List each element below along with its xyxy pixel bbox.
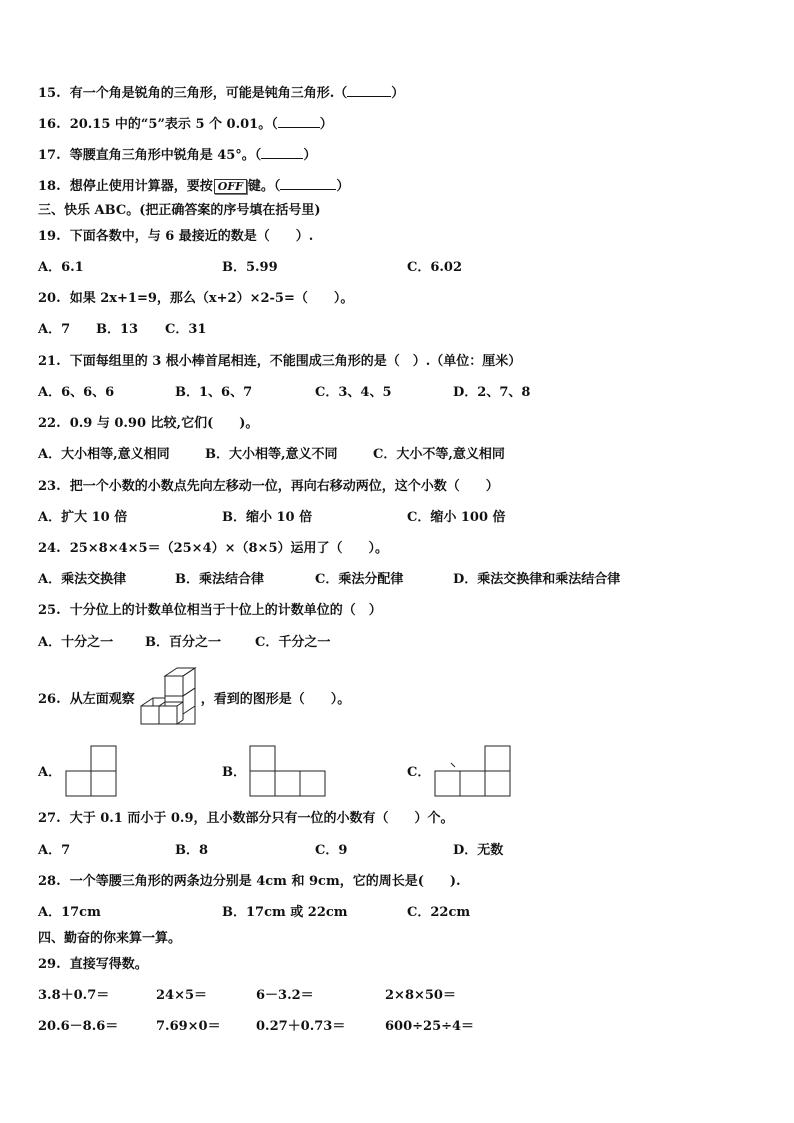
option-a[interactable]: A．大小相等,意义相同 [38,447,170,462]
option-c[interactable]: C．31 [165,322,207,337]
calc-item[interactable]: 2×8×50＝ [385,988,456,1003]
option-d[interactable]: D．2、7、8 [453,385,531,400]
cube-stack-figure [137,666,207,730]
option-a[interactable]: A．6.1 [38,260,84,275]
option-c[interactable]: C． [407,765,431,780]
option-c[interactable]: C．9 [315,843,348,858]
option-c-figure [433,745,513,799]
question-18: 18. 想停止使用计算器，要按 OFF 键。（ ） [38,179,350,194]
calc-item[interactable]: 24×5＝ [156,988,208,1003]
question-number: 18. [38,179,61,194]
question-19 [38,229,313,245]
option-a[interactable]: A．6、6、6 [38,385,115,400]
question-text: 等腰直角三角形中锐角是 45°。（ [69,148,262,163]
question-17: 17. 等腰直角三角形中锐角是 45°。（ ） [38,148,317,163]
option-a[interactable]: A．7 [38,322,71,337]
answer-blank[interactable] [280,177,336,190]
question-text: 下面各数中，与 6 最接近的数是（ ）. [69,229,314,244]
question-number: 20. [38,291,61,306]
calc-item[interactable]: 0.27＋0.73＝ [256,1019,346,1034]
answer-blank[interactable] [261,146,303,159]
question-20 [38,291,353,307]
question-23 [38,479,499,495]
question-text: 十分位上的计数单位相当于十位上的计数单位的（ ） [69,603,382,618]
question-text: 20.15 中的“5”表示 5 个 0.01。（ [69,117,278,132]
question-number: 19. [38,229,61,244]
question-text: 把一个小数的小数点先向左移动一位，再向右移动两位，这个小数（ ） [69,479,499,494]
section-heading-4: 四、勤奋的你来算一算。 [38,931,182,946]
question-26: 26. 从左面观察 ，看到的图形是（ ）。 [38,692,351,707]
question-27 [38,811,454,827]
question-number: 22. [38,416,61,431]
question-text: 0.9 与 0.90 比较,它们( )。 [69,416,259,431]
question-text: 直接写得数。 [69,957,148,972]
option-a[interactable]: A．乘法交换律 [38,572,127,587]
answer-blank[interactable] [347,84,391,97]
option-d[interactable]: D．无数 [453,843,504,858]
question-number: 17. [38,148,61,163]
option-b[interactable]: B．缩小 10 倍 [222,510,313,525]
question-text: 有一个角是锐角的三角形，可能是钝角三角形.（ [69,86,348,101]
question-number: 28. [38,874,61,889]
question-16: 16. 20.15 中的“5”表示 5 个 0.01。（ ） [38,117,333,132]
question-number: 27. [38,811,61,826]
calc-item[interactable]: 3.8＋0.7＝ [38,988,110,1003]
option-b[interactable]: B．13 [96,322,139,337]
option-b-figure [248,745,328,799]
question-22 [38,416,258,432]
option-b[interactable]: B． [222,765,246,780]
option-c[interactable]: C．大小不等,意义相同 [373,447,505,462]
question-number: 15. [38,86,61,101]
question-number: 21. [38,354,61,369]
question-text: 大于 0.1 而小于 0.9，且小数部分只有一位的小数有（ ）个。 [69,811,454,826]
option-b[interactable]: B．8 [175,843,209,858]
question-text: 下面每组里的 3 根小棒首尾相连，不能围成三角形的是（ ）.（单位：厘米） [69,354,522,369]
option-c[interactable]: C．乘法分配律 [315,572,404,587]
option-c[interactable]: C．3、4、5 [315,385,392,400]
question-text: 25×8×4×5＝（25×4）×（8×5）运用了（ ）。 [69,541,388,556]
option-c[interactable]: C．缩小 100 倍 [407,510,506,525]
option-a[interactable]: A．十分之一 [38,635,114,650]
calc-item[interactable]: 6－3.2＝ [256,988,314,1003]
option-b[interactable]: B．5.99 [222,260,278,275]
option-b[interactable]: B．大小相等,意义不同 [205,447,338,462]
section-heading-3: 三、快乐 ABC。(把正确答案的序号填在括号里) [38,203,321,218]
question-text: 想停止使用计算器，要按 [69,179,213,194]
option-a[interactable]: A．17cm [38,905,101,920]
option-a[interactable]: A． [38,765,62,780]
calc-item[interactable]: 20.6－8.6＝ [38,1019,119,1034]
option-a[interactable]: A．7 [38,843,71,858]
question-text: 一个等腰三角形的两条边分别是 4cm 和 9cm，它的周长是( ). [69,874,461,889]
question-number: 24. [38,541,61,556]
option-b[interactable]: B．百分之一 [145,635,221,650]
question-number: 16. [38,117,61,132]
off-key-icon: OFF [214,179,247,194]
question-text: 从左面观察 [69,692,135,707]
calc-item[interactable]: 600÷25÷4＝ [385,1019,475,1034]
question-text: 如果 2x+1=9，那么（x+2）×2-5=（ ）。 [69,291,354,306]
question-number: 26. [38,692,61,707]
option-b[interactable]: B．乘法结合律 [175,572,264,587]
option-a[interactable]: A．扩大 10 倍 [38,510,128,525]
question-21 [38,354,521,370]
question-24 [38,541,388,557]
question-29 [38,957,148,973]
answer-blank[interactable] [278,115,320,128]
option-c[interactable]: C．6.02 [407,260,463,275]
question-28 [38,874,461,890]
option-b[interactable]: B．1、6、7 [175,385,253,400]
question-number: 29. [38,957,61,972]
option-a-figure [64,745,120,799]
option-d[interactable]: D．乘法交换律和乘法结合律 [453,572,621,587]
option-c[interactable]: C．千分之一 [255,635,331,650]
option-c[interactable]: C．22cm [407,905,471,920]
option-b[interactable]: B．17cm 或 22cm [222,905,348,920]
question-25 [38,603,382,619]
calc-item[interactable]: 7.69×0＝ [156,1019,221,1034]
question-15: 15. 有一个角是锐角的三角形，可能是钝角三角形.（ ） [38,86,405,101]
question-number: 23. [38,479,61,494]
question-number: 25. [38,603,61,618]
